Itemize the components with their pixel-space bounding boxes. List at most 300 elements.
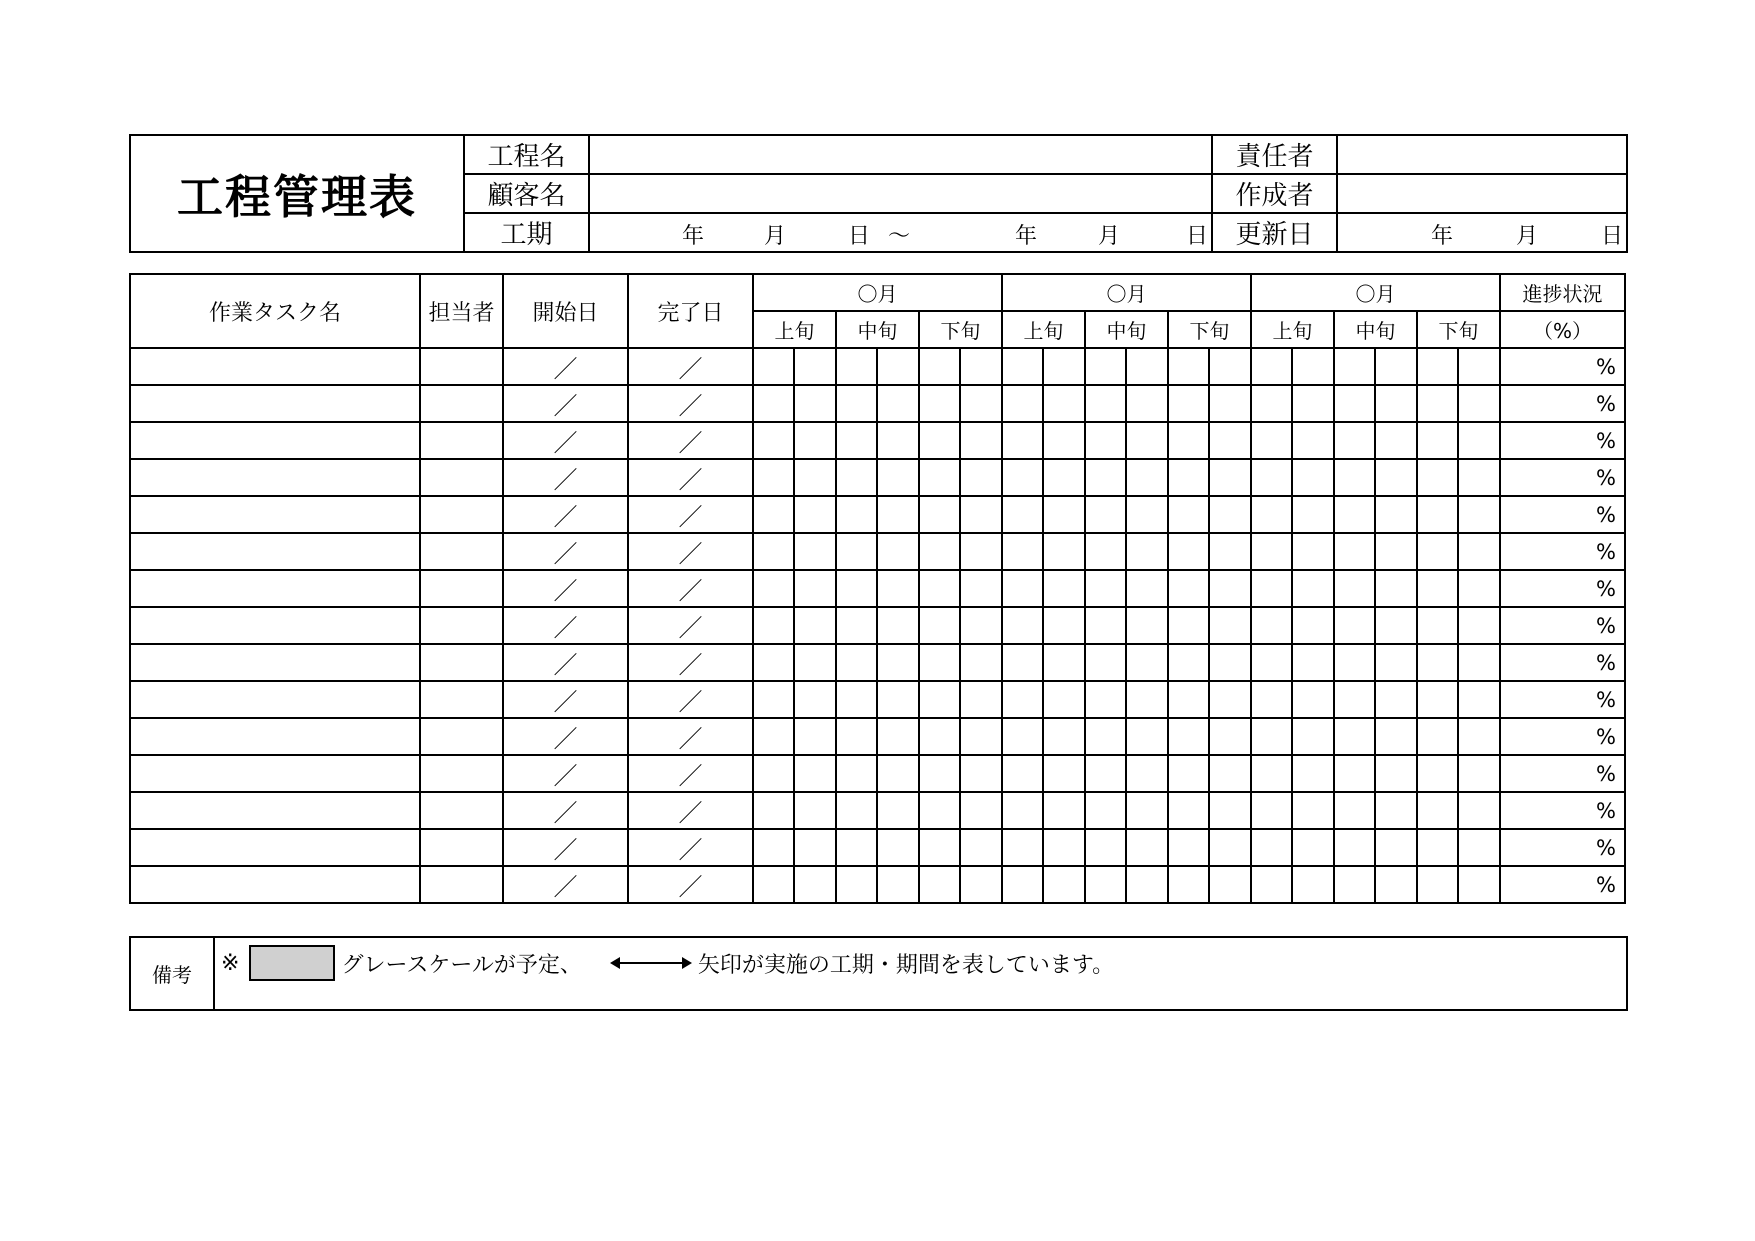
gantt-cell[interactable] — [1002, 496, 1043, 533]
gantt-cell[interactable] — [1168, 718, 1209, 755]
gantt-cell[interactable] — [1043, 607, 1085, 644]
start-date-cell[interactable]: ／ — [503, 570, 628, 607]
author-field[interactable] — [1337, 174, 1627, 213]
gantt-cell[interactable] — [1334, 681, 1375, 718]
gantt-cell[interactable] — [1209, 607, 1251, 644]
gantt-cell[interactable] — [960, 607, 1002, 644]
gantt-cell[interactable] — [794, 422, 836, 459]
gantt-cell[interactable] — [1458, 644, 1500, 681]
gantt-cell[interactable] — [1375, 459, 1417, 496]
gantt-cell[interactable] — [1458, 496, 1500, 533]
gantt-cell[interactable] — [1168, 792, 1209, 829]
gantt-cell[interactable] — [1334, 385, 1375, 422]
gantt-cell[interactable] — [919, 644, 960, 681]
gantt-cell[interactable] — [1209, 829, 1251, 866]
task-name-cell[interactable] — [130, 681, 420, 718]
gantt-cell[interactable] — [919, 496, 960, 533]
assignee-cell[interactable] — [420, 866, 503, 903]
assignee-cell[interactable] — [420, 496, 503, 533]
gantt-cell[interactable] — [794, 866, 836, 903]
gantt-cell[interactable] — [1043, 792, 1085, 829]
gantt-cell[interactable] — [1417, 644, 1458, 681]
gantt-cell[interactable] — [1292, 385, 1334, 422]
gantt-cell[interactable] — [836, 792, 877, 829]
gantt-cell[interactable] — [1375, 792, 1417, 829]
gantt-cell[interactable] — [960, 496, 1002, 533]
gantt-cell[interactable] — [1417, 533, 1458, 570]
gantt-cell[interactable] — [1417, 866, 1458, 903]
gantt-cell[interactable] — [1126, 718, 1168, 755]
end-date-cell[interactable]: ／ — [628, 496, 753, 533]
gantt-cell[interactable] — [1292, 792, 1334, 829]
end-date-cell[interactable]: ／ — [628, 348, 753, 385]
gantt-cell[interactable] — [919, 829, 960, 866]
gantt-cell[interactable] — [1209, 533, 1251, 570]
gantt-cell[interactable] — [960, 829, 1002, 866]
gantt-cell[interactable] — [1043, 755, 1085, 792]
gantt-cell[interactable] — [1085, 533, 1126, 570]
gantt-cell[interactable] — [960, 533, 1002, 570]
gantt-cell[interactable] — [1458, 570, 1500, 607]
gantt-cell[interactable] — [1002, 866, 1043, 903]
gantt-cell[interactable] — [1375, 348, 1417, 385]
gantt-cell[interactable] — [1168, 866, 1209, 903]
gantt-cell[interactable] — [960, 866, 1002, 903]
client-name-field[interactable] — [589, 174, 1212, 213]
task-name-cell[interactable] — [130, 385, 420, 422]
gantt-cell[interactable] — [1251, 570, 1292, 607]
gantt-cell[interactable] — [919, 755, 960, 792]
task-name-cell[interactable] — [130, 829, 420, 866]
gantt-cell[interactable] — [877, 755, 919, 792]
gantt-cell[interactable] — [1126, 385, 1168, 422]
gantt-cell[interactable] — [877, 422, 919, 459]
gantt-cell[interactable] — [1209, 348, 1251, 385]
period-field[interactable] — [589, 213, 1212, 252]
end-date-cell[interactable]: ／ — [628, 755, 753, 792]
gantt-cell[interactable] — [836, 718, 877, 755]
gantt-cell[interactable] — [877, 570, 919, 607]
assignee-cell[interactable] — [420, 570, 503, 607]
gantt-cell[interactable] — [1085, 829, 1126, 866]
gantt-cell[interactable] — [1458, 459, 1500, 496]
gantt-cell[interactable] — [1334, 570, 1375, 607]
progress-cell[interactable]: % — [1500, 607, 1625, 644]
progress-cell[interactable]: % — [1500, 755, 1625, 792]
gantt-cell[interactable] — [919, 866, 960, 903]
gantt-cell[interactable] — [1002, 422, 1043, 459]
gantt-cell[interactable] — [1251, 681, 1292, 718]
task-name-cell[interactable] — [130, 570, 420, 607]
gantt-cell[interactable] — [794, 607, 836, 644]
start-date-cell[interactable]: ／ — [503, 718, 628, 755]
task-name-cell[interactable] — [130, 533, 420, 570]
end-date-cell[interactable]: ／ — [628, 829, 753, 866]
gantt-cell[interactable] — [753, 570, 794, 607]
gantt-cell[interactable] — [1085, 459, 1126, 496]
gantt-cell[interactable] — [1375, 496, 1417, 533]
gantt-cell[interactable] — [1002, 792, 1043, 829]
gantt-cell[interactable] — [1417, 570, 1458, 607]
gantt-cell[interactable] — [1126, 866, 1168, 903]
gantt-cell[interactable] — [919, 422, 960, 459]
gantt-cell[interactable] — [753, 792, 794, 829]
end-date-cell[interactable]: ／ — [628, 533, 753, 570]
progress-cell[interactable]: % — [1500, 533, 1625, 570]
gantt-cell[interactable] — [753, 385, 794, 422]
progress-cell[interactable]: % — [1500, 681, 1625, 718]
gantt-cell[interactable] — [919, 385, 960, 422]
gantt-cell[interactable] — [919, 718, 960, 755]
gantt-cell[interactable] — [1375, 718, 1417, 755]
gantt-cell[interactable] — [1126, 644, 1168, 681]
gantt-cell[interactable] — [1375, 866, 1417, 903]
end-date-cell[interactable]: ／ — [628, 459, 753, 496]
gantt-cell[interactable] — [836, 755, 877, 792]
gantt-cell[interactable] — [1458, 422, 1500, 459]
gantt-cell[interactable] — [1126, 681, 1168, 718]
gantt-cell[interactable] — [1375, 385, 1417, 422]
gantt-cell[interactable] — [960, 755, 1002, 792]
gantt-cell[interactable] — [1209, 459, 1251, 496]
assignee-cell[interactable] — [420, 348, 503, 385]
task-name-cell[interactable] — [130, 866, 420, 903]
gantt-cell[interactable] — [1126, 755, 1168, 792]
gantt-cell[interactable] — [1292, 718, 1334, 755]
end-date-cell[interactable]: ／ — [628, 570, 753, 607]
assignee-cell[interactable] — [420, 829, 503, 866]
gantt-cell[interactable] — [1209, 496, 1251, 533]
gantt-cell[interactable] — [1209, 718, 1251, 755]
progress-cell[interactable]: % — [1500, 792, 1625, 829]
assignee-cell[interactable] — [420, 792, 503, 829]
gantt-cell[interactable] — [1168, 570, 1209, 607]
gantt-cell[interactable] — [1043, 829, 1085, 866]
assignee-cell[interactable] — [420, 681, 503, 718]
progress-cell[interactable]: % — [1500, 570, 1625, 607]
gantt-cell[interactable] — [919, 533, 960, 570]
start-date-cell[interactable]: ／ — [503, 866, 628, 903]
gantt-cell[interactable] — [1458, 681, 1500, 718]
gantt-cell[interactable] — [1251, 866, 1292, 903]
gantt-cell[interactable] — [1002, 348, 1043, 385]
gantt-cell[interactable] — [1168, 459, 1209, 496]
gantt-cell[interactable] — [1043, 533, 1085, 570]
gantt-cell[interactable] — [877, 644, 919, 681]
gantt-cell[interactable] — [1334, 792, 1375, 829]
gantt-cell[interactable] — [794, 644, 836, 681]
gantt-cell[interactable] — [1126, 459, 1168, 496]
start-date-cell[interactable]: ／ — [503, 348, 628, 385]
start-date-cell[interactable]: ／ — [503, 607, 628, 644]
progress-cell[interactable]: % — [1500, 459, 1625, 496]
gantt-cell[interactable] — [1002, 644, 1043, 681]
gantt-cell[interactable] — [1168, 829, 1209, 866]
gantt-cell[interactable] — [1334, 422, 1375, 459]
gantt-cell[interactable] — [1251, 755, 1292, 792]
gantt-cell[interactable] — [1168, 496, 1209, 533]
end-date-cell[interactable]: ／ — [628, 644, 753, 681]
gantt-cell[interactable] — [836, 459, 877, 496]
gantt-cell[interactable] — [1417, 718, 1458, 755]
gantt-cell[interactable] — [794, 496, 836, 533]
gantt-cell[interactable] — [919, 348, 960, 385]
start-date-cell[interactable]: ／ — [503, 533, 628, 570]
gantt-cell[interactable] — [1168, 348, 1209, 385]
gantt-cell[interactable] — [1251, 385, 1292, 422]
gantt-cell[interactable] — [1126, 792, 1168, 829]
gantt-cell[interactable] — [794, 348, 836, 385]
gantt-cell[interactable] — [1334, 459, 1375, 496]
gantt-cell[interactable] — [1126, 570, 1168, 607]
gantt-cell[interactable] — [960, 792, 1002, 829]
gantt-cell[interactable] — [1292, 533, 1334, 570]
gantt-cell[interactable] — [1126, 607, 1168, 644]
gantt-cell[interactable] — [877, 533, 919, 570]
gantt-cell[interactable] — [1043, 718, 1085, 755]
task-name-cell[interactable] — [130, 718, 420, 755]
gantt-cell[interactable] — [1292, 422, 1334, 459]
end-date-cell[interactable]: ／ — [628, 718, 753, 755]
gantt-cell[interactable] — [919, 570, 960, 607]
gantt-cell[interactable] — [1251, 829, 1292, 866]
gantt-cell[interactable] — [1085, 607, 1126, 644]
gantt-cell[interactable] — [1334, 607, 1375, 644]
gantt-cell[interactable] — [1417, 385, 1458, 422]
start-date-cell[interactable]: ／ — [503, 681, 628, 718]
gantt-cell[interactable] — [794, 829, 836, 866]
gantt-cell[interactable] — [1168, 755, 1209, 792]
gantt-cell[interactable] — [1334, 644, 1375, 681]
start-date-cell[interactable]: ／ — [503, 496, 628, 533]
task-name-cell[interactable] — [130, 644, 420, 681]
gantt-cell[interactable] — [1002, 570, 1043, 607]
gantt-cell[interactable] — [877, 607, 919, 644]
gantt-cell[interactable] — [1002, 459, 1043, 496]
process-name-field[interactable] — [589, 135, 1212, 174]
gantt-cell[interactable] — [877, 681, 919, 718]
updated-field[interactable] — [1337, 213, 1627, 252]
gantt-cell[interactable] — [1085, 755, 1126, 792]
gantt-cell[interactable] — [1168, 644, 1209, 681]
gantt-cell[interactable] — [794, 792, 836, 829]
gantt-cell[interactable] — [1126, 829, 1168, 866]
gantt-cell[interactable] — [1251, 644, 1292, 681]
gantt-cell[interactable] — [1334, 496, 1375, 533]
gantt-cell[interactable] — [1085, 866, 1126, 903]
gantt-cell[interactable] — [1002, 829, 1043, 866]
gantt-cell[interactable] — [919, 681, 960, 718]
end-date-cell[interactable]: ／ — [628, 422, 753, 459]
gantt-cell[interactable] — [1251, 459, 1292, 496]
task-name-cell[interactable] — [130, 607, 420, 644]
end-date-cell[interactable]: ／ — [628, 681, 753, 718]
gantt-cell[interactable] — [753, 496, 794, 533]
gantt-cell[interactable] — [1417, 681, 1458, 718]
gantt-cell[interactable] — [1375, 829, 1417, 866]
assignee-cell[interactable] — [420, 644, 503, 681]
gantt-cell[interactable] — [836, 607, 877, 644]
gantt-cell[interactable] — [877, 792, 919, 829]
gantt-cell[interactable] — [1209, 755, 1251, 792]
gantt-cell[interactable] — [1292, 459, 1334, 496]
gantt-cell[interactable] — [877, 829, 919, 866]
start-date-cell[interactable]: ／ — [503, 385, 628, 422]
gantt-cell[interactable] — [1292, 644, 1334, 681]
gantt-cell[interactable] — [1085, 681, 1126, 718]
gantt-cell[interactable] — [753, 348, 794, 385]
gantt-cell[interactable] — [960, 644, 1002, 681]
gantt-cell[interactable] — [919, 459, 960, 496]
gantt-cell[interactable] — [1417, 422, 1458, 459]
assignee-cell[interactable] — [420, 755, 503, 792]
task-name-cell[interactable] — [130, 792, 420, 829]
gantt-cell[interactable] — [1417, 755, 1458, 792]
gantt-cell[interactable] — [1168, 607, 1209, 644]
gantt-cell[interactable] — [753, 533, 794, 570]
gantt-cell[interactable] — [1209, 422, 1251, 459]
gantt-cell[interactable] — [1168, 422, 1209, 459]
progress-cell[interactable]: % — [1500, 829, 1625, 866]
gantt-cell[interactable] — [1002, 607, 1043, 644]
gantt-cell[interactable] — [1458, 866, 1500, 903]
gantt-cell[interactable] — [1002, 533, 1043, 570]
gantt-cell[interactable] — [836, 644, 877, 681]
gantt-cell[interactable] — [1375, 422, 1417, 459]
gantt-cell[interactable] — [877, 459, 919, 496]
gantt-cell[interactable] — [877, 718, 919, 755]
gantt-cell[interactable] — [1375, 644, 1417, 681]
gantt-cell[interactable] — [1375, 681, 1417, 718]
gantt-cell[interactable] — [1458, 348, 1500, 385]
gantt-cell[interactable] — [1126, 422, 1168, 459]
gantt-cell[interactable] — [1458, 385, 1500, 422]
gantt-cell[interactable] — [1168, 533, 1209, 570]
gantt-cell[interactable] — [960, 422, 1002, 459]
gantt-cell[interactable] — [1043, 422, 1085, 459]
gantt-cell[interactable] — [1251, 348, 1292, 385]
gantt-cell[interactable] — [1458, 829, 1500, 866]
gantt-cell[interactable] — [794, 570, 836, 607]
gantt-cell[interactable] — [753, 755, 794, 792]
assignee-cell[interactable] — [420, 607, 503, 644]
end-date-cell[interactable]: ／ — [628, 607, 753, 644]
progress-cell[interactable]: % — [1500, 385, 1625, 422]
gantt-cell[interactable] — [1002, 718, 1043, 755]
start-date-cell[interactable]: ／ — [503, 459, 628, 496]
gantt-cell[interactable] — [960, 718, 1002, 755]
assignee-cell[interactable] — [420, 422, 503, 459]
gantt-cell[interactable] — [1043, 570, 1085, 607]
gantt-cell[interactable] — [1209, 681, 1251, 718]
gantt-cell[interactable] — [1417, 459, 1458, 496]
gantt-cell[interactable] — [794, 681, 836, 718]
end-date-cell[interactable]: ／ — [628, 866, 753, 903]
gantt-cell[interactable] — [836, 385, 877, 422]
gantt-cell[interactable] — [1334, 533, 1375, 570]
gantt-cell[interactable] — [1251, 718, 1292, 755]
assignee-cell[interactable] — [420, 533, 503, 570]
gantt-cell[interactable] — [1334, 718, 1375, 755]
gantt-cell[interactable] — [1126, 533, 1168, 570]
gantt-cell[interactable] — [1126, 348, 1168, 385]
task-name-cell[interactable] — [130, 459, 420, 496]
gantt-cell[interactable] — [1168, 385, 1209, 422]
start-date-cell[interactable]: ／ — [503, 792, 628, 829]
gantt-cell[interactable] — [960, 385, 1002, 422]
gantt-cell[interactable] — [1002, 755, 1043, 792]
gantt-cell[interactable] — [1085, 348, 1126, 385]
end-date-cell[interactable]: ／ — [628, 792, 753, 829]
gantt-cell[interactable] — [1043, 866, 1085, 903]
gantt-cell[interactable] — [753, 866, 794, 903]
gantt-cell[interactable] — [1043, 496, 1085, 533]
start-date-cell[interactable]: ／ — [503, 829, 628, 866]
gantt-cell[interactable] — [1251, 422, 1292, 459]
gantt-cell[interactable] — [1292, 570, 1334, 607]
gantt-cell[interactable] — [753, 718, 794, 755]
gantt-cell[interactable] — [1292, 829, 1334, 866]
gantt-cell[interactable] — [1292, 681, 1334, 718]
gantt-cell[interactable] — [1085, 644, 1126, 681]
gantt-cell[interactable] — [1292, 348, 1334, 385]
gantt-cell[interactable] — [794, 459, 836, 496]
gantt-cell[interactable] — [753, 422, 794, 459]
gantt-cell[interactable] — [919, 607, 960, 644]
gantt-cell[interactable] — [794, 755, 836, 792]
gantt-cell[interactable] — [1002, 681, 1043, 718]
gantt-cell[interactable] — [1334, 829, 1375, 866]
gantt-cell[interactable] — [794, 718, 836, 755]
gantt-cell[interactable] — [1417, 607, 1458, 644]
gantt-cell[interactable] — [753, 644, 794, 681]
gantt-cell[interactable] — [1209, 792, 1251, 829]
assignee-cell[interactable] — [420, 459, 503, 496]
gantt-cell[interactable] — [1085, 385, 1126, 422]
progress-cell[interactable]: % — [1500, 644, 1625, 681]
gantt-cell[interactable] — [877, 385, 919, 422]
gantt-cell[interactable] — [960, 459, 1002, 496]
gantt-cell[interactable] — [1375, 570, 1417, 607]
gantt-cell[interactable] — [1292, 496, 1334, 533]
gantt-cell[interactable] — [1085, 718, 1126, 755]
progress-cell[interactable]: % — [1500, 348, 1625, 385]
responsible-field[interactable] — [1337, 135, 1627, 174]
gantt-cell[interactable] — [794, 533, 836, 570]
gantt-cell[interactable] — [919, 792, 960, 829]
gantt-cell[interactable] — [753, 459, 794, 496]
task-name-cell[interactable] — [130, 755, 420, 792]
assignee-cell[interactable] — [420, 385, 503, 422]
gantt-cell[interactable] — [1417, 792, 1458, 829]
gantt-cell[interactable] — [1251, 533, 1292, 570]
gantt-cell[interactable] — [1334, 866, 1375, 903]
gantt-cell[interactable] — [1375, 755, 1417, 792]
gantt-cell[interactable] — [1085, 792, 1126, 829]
gantt-cell[interactable] — [1292, 755, 1334, 792]
gantt-cell[interactable] — [1334, 348, 1375, 385]
gantt-cell[interactable] — [836, 570, 877, 607]
gantt-cell[interactable] — [1251, 607, 1292, 644]
gantt-cell[interactable] — [877, 348, 919, 385]
gantt-cell[interactable] — [836, 829, 877, 866]
progress-cell[interactable]: % — [1500, 866, 1625, 903]
gantt-cell[interactable] — [1375, 533, 1417, 570]
gantt-cell[interactable] — [1251, 496, 1292, 533]
gantt-cell[interactable] — [1417, 496, 1458, 533]
task-name-cell[interactable] — [130, 422, 420, 459]
progress-cell[interactable]: % — [1500, 718, 1625, 755]
